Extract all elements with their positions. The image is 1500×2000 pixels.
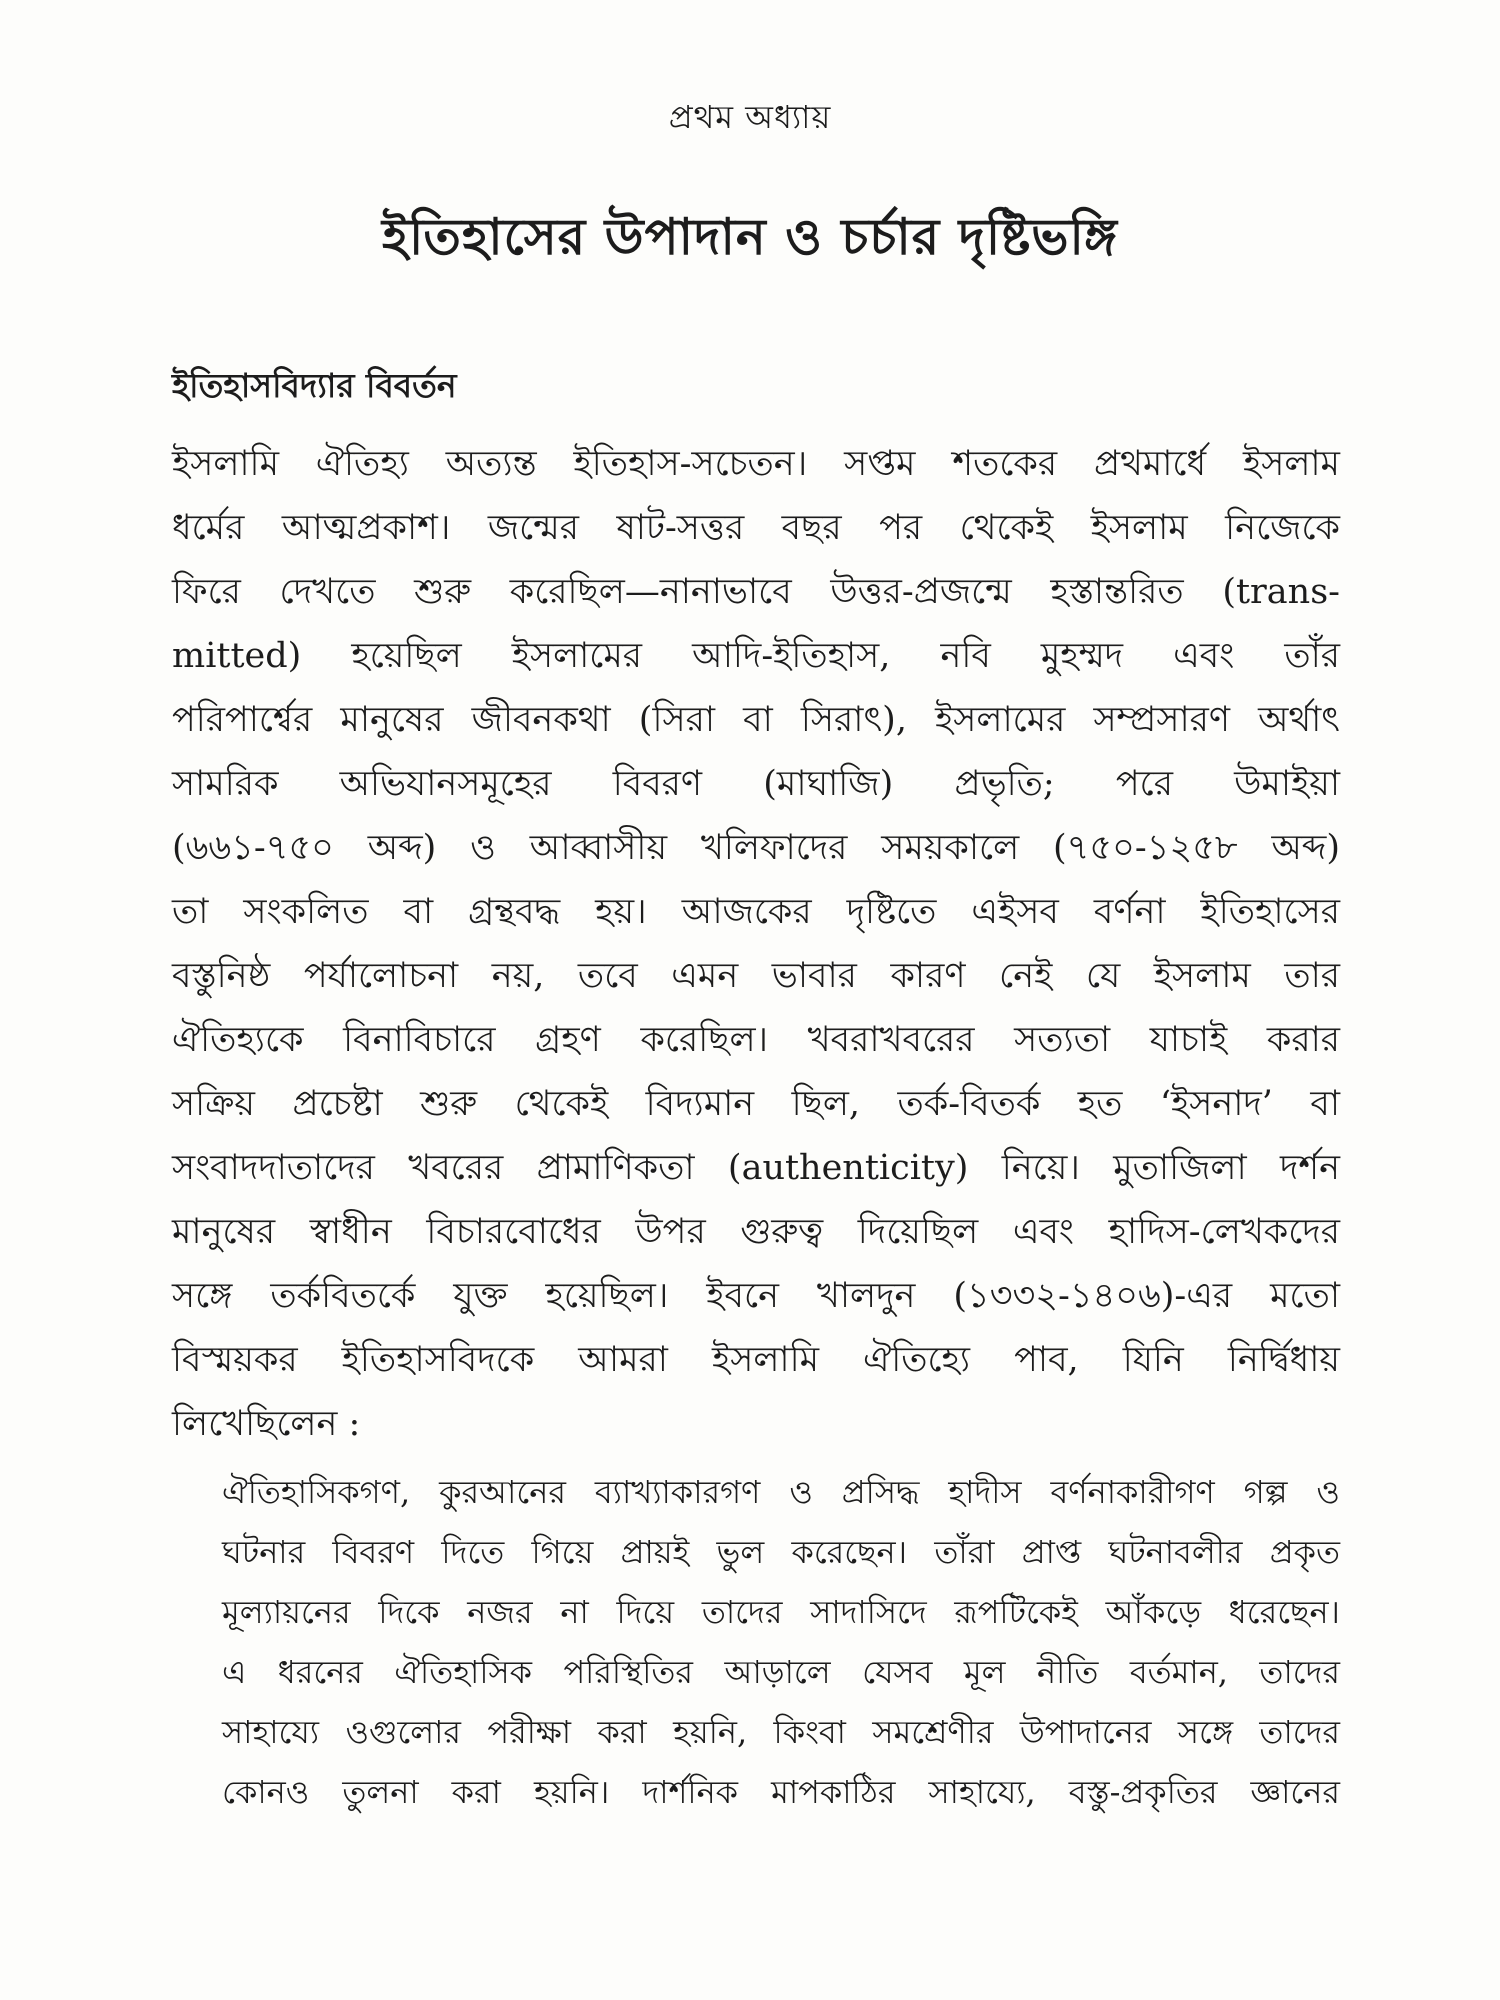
body-line: সঙ্গে তর্কবিতর্কে যুক্ত হয়েছিল। ইবনে খালদুন (১৩৩২-১৪০৬)-এর মতো (172, 1276, 1340, 1316)
body-line: সক্রিয় প্রচেষ্টা শুরু থেকেই বিদ্যমান ছিল, তর্ক-বিতর্ক হত ‘ইসনাদ’ বা (172, 1084, 1340, 1124)
quote-line: এ ধরনের ঐতিহাসিক পরিস্থিতির আড়ালে যেসব মূল নীতি বর্তমান, তাদের (222, 1653, 1340, 1691)
body-line: ঐতিহ্যকে বিনাবিচারে গ্রহণ করেছিল। খবরাখবরের সত্যতা যাচাই করার (172, 1020, 1340, 1060)
body-line: ফিরে দেখতে শুরু করেছিল—নানাভাবে উত্তর-প্রজন্মে হস্তান্তরিত (trans- (172, 572, 1340, 612)
body-line: (৬৬১-৭৫০ অব্দ) ও আব্বাসীয় খলিফাদের সময়কালে (৭৫০-১২৫৮ অব্দ) (172, 828, 1340, 868)
body-line: মানুষের স্বাধীন বিচারবোধের উপর গুরুত্ব দিয়েছিল এবং হাদিস-লেখকদের (172, 1212, 1340, 1252)
body-line: সামরিক অভিযানসমূহের বিবরণ (মাঘাজি) প্রভৃতি; পরে উমাইয়া (172, 764, 1340, 804)
quote-line: কোনও তুলনা করা হয়নি। দার্শনিক মাপকাঠির সাহায্যে, বস্তু-প্রকৃতির জ্ঞানের (222, 1773, 1340, 1811)
quote-line: সাহায্যে ওগুলোর পরীক্ষা করা হয়নি, কিংবা সমশ্রেণীর উপাদানের সঙ্গে তাদের (222, 1713, 1340, 1751)
quote-line: মূল্যায়নের দিকে নজর না দিয়ে তাদের সাদাসিদে রূপটিকেই আঁকড়ে ধরেছেন। (222, 1593, 1340, 1631)
body-line: তা সংকলিত বা গ্রন্থবদ্ধ হয়। আজকের দৃষ্টিতে এইসব বর্ণনা ইতিহাসের (172, 892, 1340, 932)
body-line: পরিপার্শ্বের মানুষের জীবনকথা (সিরা বা সিরাৎ), ইসলামের সম্প্রসারণ অর্থাৎ (172, 700, 1340, 740)
body-line: ইসলামি ঐতিহ্য অত্যন্ত ইতিহাস-সচেতন। সপ্তম শতকের প্রথমার্ধে ইসলাম (172, 444, 1340, 484)
body-line: লিখেছিলেন : (172, 1404, 361, 1444)
chapter-title: ইতিহাসের উপাদান ও চর্চার দৃষ্টিভঙ্গি (382, 207, 1118, 266)
body-line: বস্তুনিষ্ঠ পর্যালোচনা নয়, তবে এমন ভাবার কারণ নেই যে ইসলাম তার (172, 956, 1340, 996)
body-line: বিস্ময়কর ইতিহাসবিদকে আমরা ইসলামি ঐতিহ্যে পাব, যিনি নির্দ্বিধায় (172, 1340, 1340, 1380)
quote-line: ঐতিহাসিকগণ, কুরআনের ব্যাখ্যাকারগণ ও প্রসিদ্ধ হাদীস বর্ণনাকারীগণ গল্প ও (222, 1473, 1340, 1511)
quote-line: ঘটনার বিবরণ দিতে গিয়ে প্রায়ই ভুল করেছেন। তাঁরা প্রাপ্ত ঘটনাবলীর প্রকৃত (222, 1533, 1340, 1571)
body-line: mitted) হয়েছিল ইসলামের আদি-ইতিহাস, নবি মুহম্মদ এবং তাঁর (172, 636, 1340, 676)
section-heading: ইতিহাসবিদ্যার বিবর্তন (172, 366, 457, 405)
body-line: সংবাদদাতাদের খবরের প্রামাণিকতা (authenticity) নিয়ে। মুতাজিলা দর্শন (172, 1148, 1340, 1188)
chapter-label: প্রথম অধ্যায় (668, 98, 832, 136)
body-line: ধর্মের আত্মপ্রকাশ। জন্মের ষাট-সত্তর বছর পর থেকেই ইসলাম নিজেকে (172, 508, 1340, 548)
